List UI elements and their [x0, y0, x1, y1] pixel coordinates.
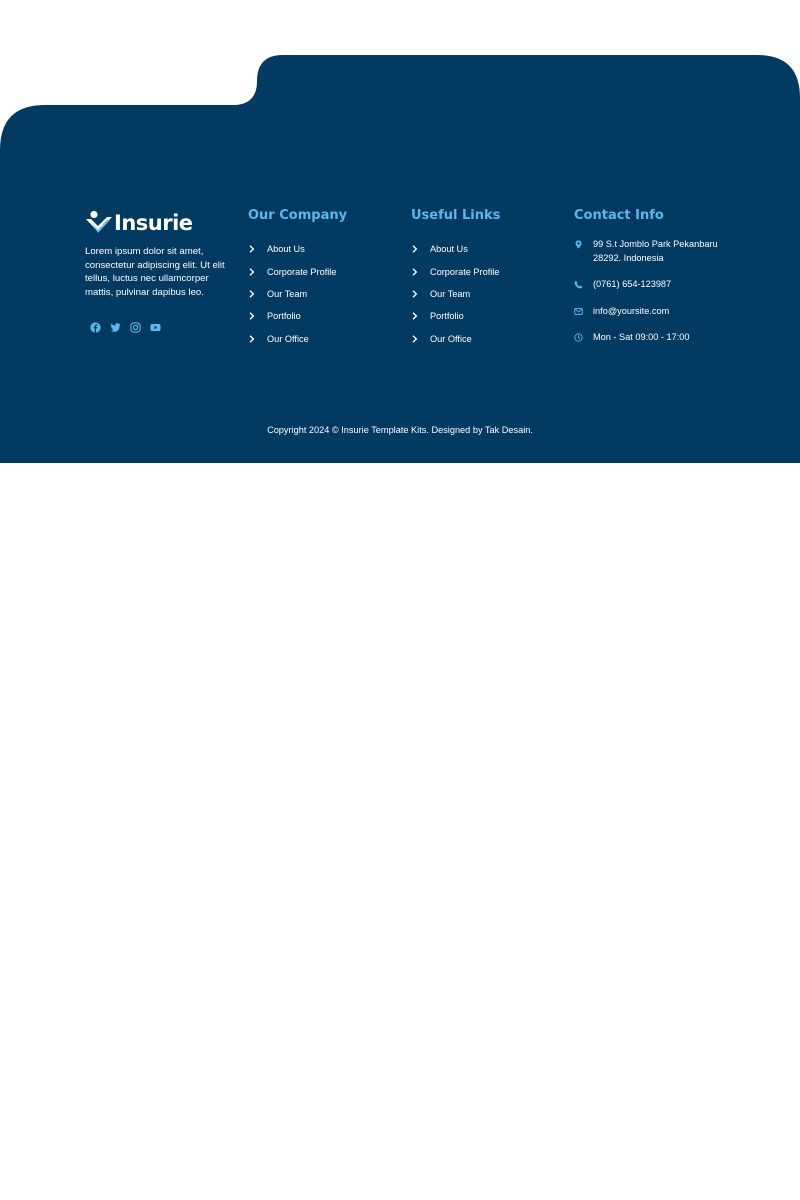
link-label: Our Office [267, 333, 309, 344]
twitter-icon [110, 322, 121, 333]
contact-list [574, 238, 754, 345]
link-label: About Us [267, 244, 305, 255]
company-heading: Our Company [248, 208, 348, 223]
logo[interactable] [85, 208, 230, 238]
chevron-right-icon [248, 311, 267, 321]
list-item [248, 305, 398, 327]
list-item [248, 260, 398, 282]
list-item [411, 238, 561, 260]
chevron-right-icon [248, 244, 267, 254]
chevron-right-icon [411, 334, 430, 344]
list-item [411, 305, 561, 327]
useful-link-corporate-profile[interactable] [411, 267, 499, 277]
useful-link-our-office[interactable] [411, 334, 472, 344]
chevron-right-icon [248, 267, 267, 277]
link-label: Portfolio [430, 311, 464, 322]
list-item [411, 283, 561, 305]
contact-column [574, 207, 754, 345]
chevron-right-icon [248, 334, 267, 344]
brand-name: Insurie [114, 211, 193, 235]
link-label: About Us [430, 244, 468, 255]
contact-hours [574, 331, 754, 345]
company-link-corporate-profile[interactable] [248, 267, 336, 277]
contact-heading: Contact Info [574, 208, 664, 223]
useful-links-column [411, 207, 561, 350]
footer-brand [85, 208, 230, 333]
phone-text[interactable]: (0761) 654-123987 [593, 279, 672, 289]
map-pin-icon [574, 238, 593, 251]
chevron-right-icon [248, 289, 267, 299]
instagram-icon [130, 322, 141, 333]
link-label: Our Team [267, 288, 308, 299]
facebook-link[interactable] [90, 322, 101, 333]
list-item [411, 260, 561, 282]
useful-link-portfolio[interactable] [411, 311, 464, 321]
contact-address [574, 238, 754, 265]
company-link-about-us[interactable] [248, 244, 305, 254]
brand-description: Lorem ipsum dolor sit amet, consectetur adipiscing elit. Ut elit tellus, luctus nec ullamcorper mattis, pulvinar dapibus leo. [85, 246, 225, 298]
social-links [85, 322, 230, 333]
useful-link-our-team[interactable] [411, 289, 470, 299]
company-link-portfolio[interactable] [248, 311, 301, 321]
link-label: Our Office [430, 333, 472, 344]
copyright-text: Copyright 2024 © Insurie Template Kits. Designed by Tak Desain. [267, 425, 533, 435]
chevron-right-icon [411, 311, 430, 321]
list-item [411, 328, 561, 350]
link-label: Corporate Profile [430, 266, 500, 277]
link-label: Portfolio [267, 311, 301, 322]
email-text[interactable]: info@yoursite.com [593, 305, 670, 316]
useful-link-about-us[interactable] [411, 244, 468, 254]
chevron-right-icon [411, 267, 430, 277]
instagram-link[interactable] [130, 322, 141, 333]
twitter-link[interactable] [110, 322, 121, 333]
phone-icon [574, 278, 593, 291]
company-link-our-office[interactable] [248, 334, 309, 344]
link-label: Our Team [430, 288, 471, 299]
contact-phone [574, 278, 754, 292]
list-item [248, 238, 398, 260]
hours-text: Mon - Sat 09:00 - 17:00 [593, 332, 690, 342]
company-column [248, 207, 398, 350]
clock-icon [574, 331, 593, 344]
site-footer [0, 0, 800, 470]
contact-email [574, 305, 754, 319]
useful-links-menu [411, 238, 561, 350]
list-item [248, 328, 398, 350]
chevron-right-icon [411, 244, 430, 254]
facebook-icon [90, 322, 101, 333]
useful-links-heading: Useful Links [411, 208, 501, 223]
address-text: 99 S.t Jomblo Park Pekanbaru 28292. Indonesia [593, 239, 718, 263]
insurie-logo-icon [85, 209, 113, 237]
list-item [248, 283, 398, 305]
envelope-icon [574, 305, 593, 318]
company-link-our-team[interactable] [248, 289, 307, 299]
company-menu [248, 238, 398, 350]
chevron-right-icon [411, 289, 430, 299]
youtube-icon [150, 322, 161, 333]
youtube-link[interactable] [150, 322, 161, 333]
link-label: Corporate Profile [267, 266, 337, 277]
